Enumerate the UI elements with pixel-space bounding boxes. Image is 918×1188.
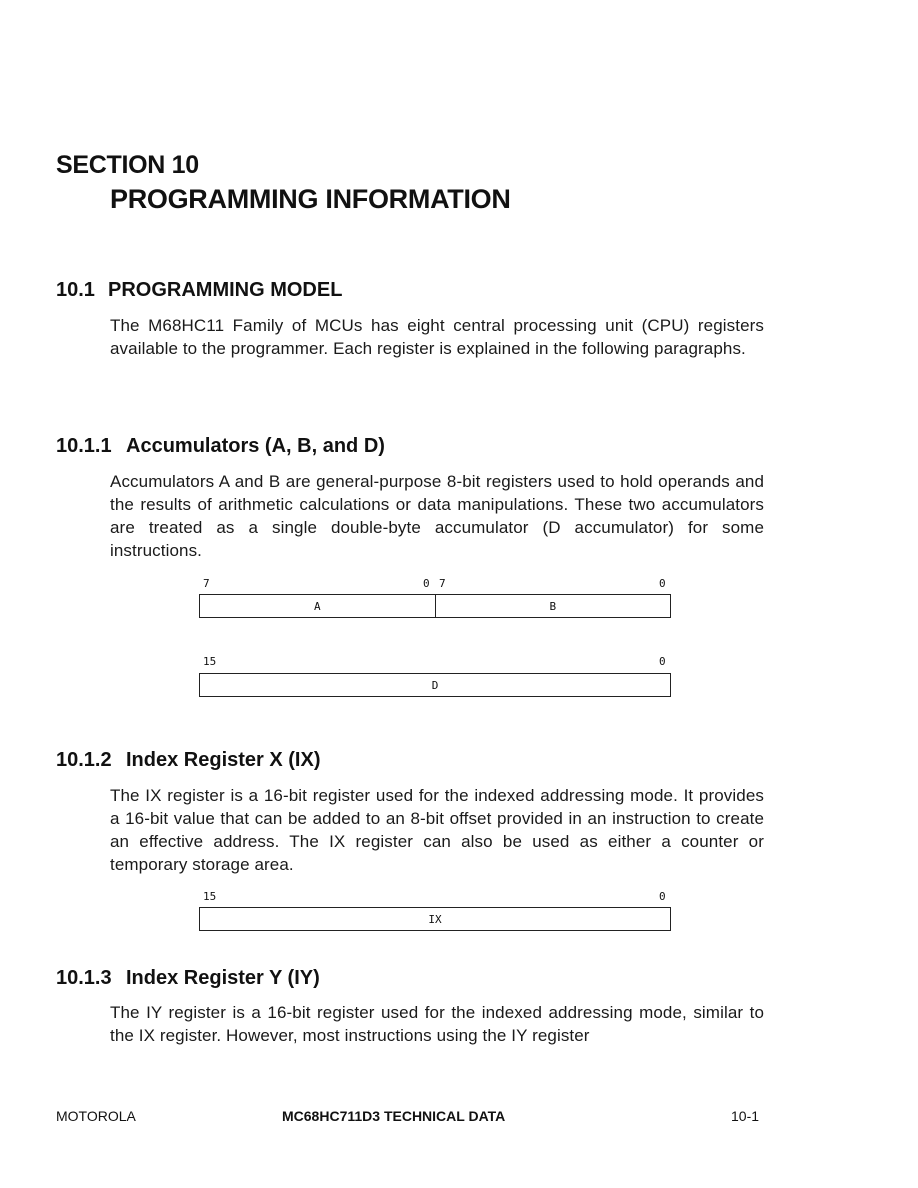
paragraph-programming-model: The M68HC11 Family of MCUs has eight central processing unit (CPU) registers available to the programmer. Each register is explained in the following paragraphs. bbox=[110, 316, 764, 358]
footer-left: MOTOROLA bbox=[56, 1108, 136, 1124]
register-ab-box bbox=[199, 594, 671, 618]
bit-label-ix-high: 15 bbox=[203, 890, 217, 903]
bit-label-a-high: 7 bbox=[203, 577, 210, 590]
register-d-box bbox=[199, 673, 671, 697]
heading-number: 10.1.2 bbox=[56, 749, 112, 771]
register-a-cell: A bbox=[313, 599, 321, 613]
heading-10-1-2 bbox=[56, 749, 321, 772]
footer-page-number: 10-1 bbox=[731, 1108, 760, 1124]
bit-label-d-high: 15 bbox=[203, 655, 217, 668]
register-d-cell: D bbox=[431, 678, 439, 692]
section-number: SECTION 10 bbox=[56, 151, 199, 179]
heading-10-1-1 bbox=[56, 435, 385, 458]
paragraph-index-register-y: The IY register is a 16-bit register used for the indexed addressing mode, similar to the IX register. However, most instructions using the IY register bbox=[110, 1003, 764, 1045]
heading-number: 10.1.3 bbox=[56, 967, 112, 989]
footer-center: MC68HC711D3 TECHNICAL DATA bbox=[282, 1108, 506, 1124]
heading-text: Index Register Y (IY) bbox=[126, 967, 320, 989]
heading-number: 10.1 bbox=[56, 279, 95, 301]
heading-text: Accumulators (A, B, and D) bbox=[126, 435, 385, 457]
paragraph-index-register-x: The IX register is a 16-bit register used for the indexed addressing mode. It provides a 16-bit value that can be added to an 8-bit offset provided in an instruction to create an effective address. The IX register can also be used as either a counter or temporary storage area. bbox=[110, 786, 764, 874]
bit-label-b-high: 7 bbox=[439, 577, 446, 590]
register-b-cell: B bbox=[435, 595, 671, 617]
bit-label-b-low: 0 bbox=[659, 577, 666, 590]
register-ix-box bbox=[199, 907, 671, 931]
paragraph-accumulators: Accumulators A and B are general-purpose 8-bit registers used to hold operands and the results of arithmetic calculations or data manipulations. These two accumulators are treated as a single double-byte accumulator (D accumulator) for some instructions. bbox=[110, 472, 764, 560]
heading-text: PROGRAMMING MODEL bbox=[108, 279, 343, 301]
register-ix-cell: IX bbox=[428, 912, 442, 926]
heading-10-1 bbox=[56, 279, 342, 302]
section-title: PROGRAMMING INFORMATION bbox=[110, 184, 511, 214]
heading-number: 10.1.1 bbox=[56, 435, 112, 457]
heading-text: Index Register X (IX) bbox=[126, 749, 321, 771]
heading-10-1-3 bbox=[56, 967, 320, 990]
bit-label-ix-low: 0 bbox=[659, 890, 666, 903]
bit-label-d-low: 0 bbox=[659, 655, 666, 668]
bit-label-a-low: 0 bbox=[423, 577, 430, 590]
